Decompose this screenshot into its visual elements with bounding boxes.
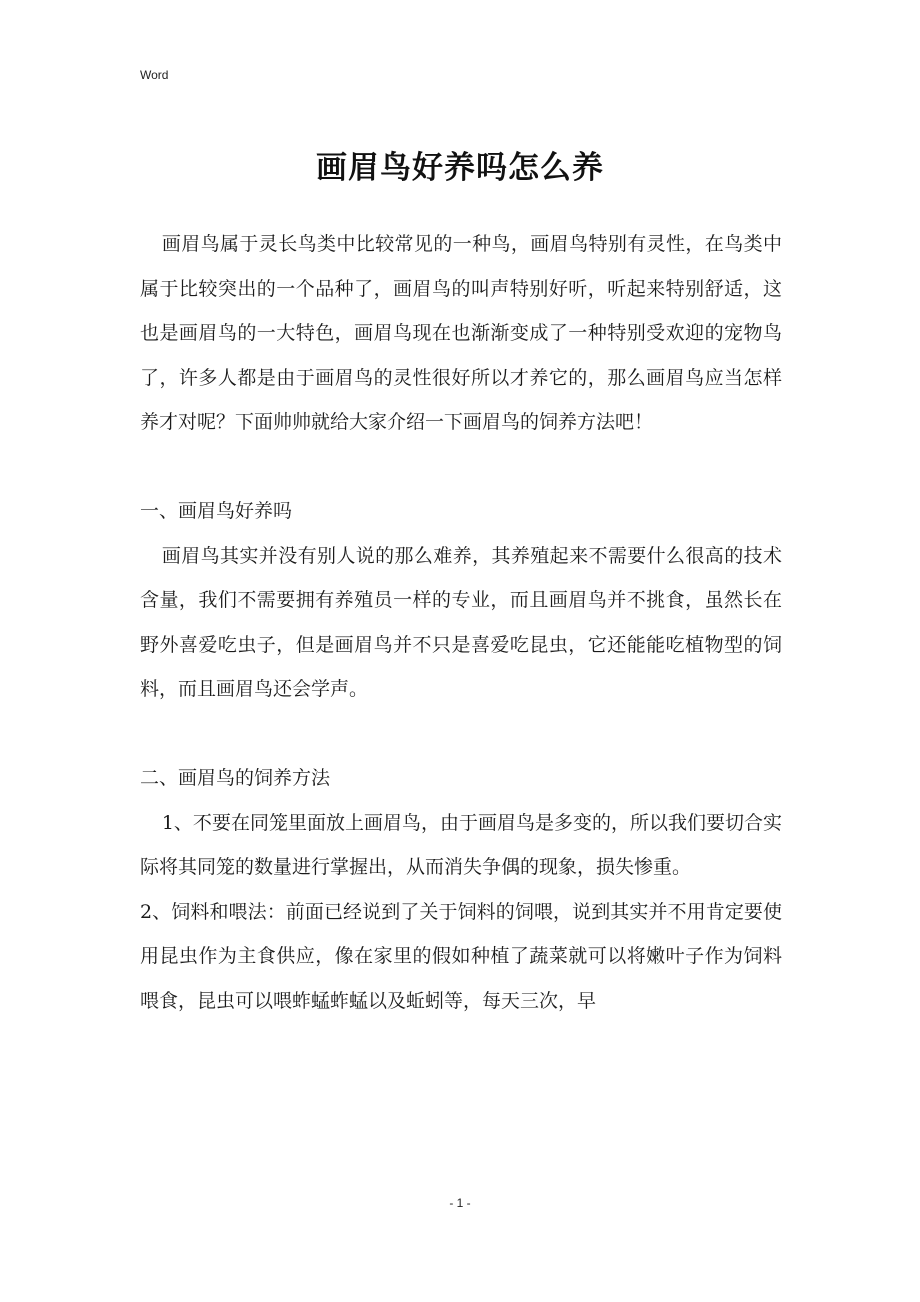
section-2-item-1: 1、不要在同笼里面放上画眉鸟，由于画眉鸟是多变的，所以我们要切合实际将其同笼的数量进行掌握出，从而消失争偶的现象，损失惨重。 [140,811,782,878]
section-1-heading: 一、画眉鸟好养吗 [140,500,293,522]
section-2-item-2: 2、饲料和喂法：前面已经说到了关于饲料的饲喂，说到其实并不用肯定要使用昆虫作为主食供应，像在家里的假如种植了蔬菜就可以将嫩叶子作为饲料喂食，昆虫可以喂蚱蜢蚱蜢以及蚯蚓等，每天三次，早 [140,900,782,1012]
section-1-paragraph: 画眉鸟其实并没有别人说的那么难养，其养殖起来不需要什么很高的技术含量，我们不需要拥有养殖员一样的专业，而且画眉鸟并不挑食，虽然长在野外喜爱吃虫子，但是画眉鸟并不只是喜爱吃昆虫，它还能能吃植物型的饲料，而且画眉鸟还会学声。 [140,544,782,700]
section-2-heading: 二、画眉鸟的饲养方法 [140,767,331,789]
intro-paragraph: 画眉鸟属于灵长鸟类中比较常见的一种鸟，画眉鸟特别有灵性，在鸟类中属于比较突出的一个品种了，画眉鸟的叫声特别好听，听起来特别舒适，这也是画眉鸟的一大特色，画眉鸟现在也渐渐变成了一种特别受欢迎的宠物鸟了，许多人都是由于画眉鸟的灵性很好所以才养它的，那么画眉鸟应当怎样养才对呢？下面帅帅就给大家介绍一下画眉鸟的饲养方法吧！ [140,233,782,433]
header-label: Word [140,68,169,82]
paragraph-spacer [140,712,782,757]
paragraph-spacer [140,445,782,490]
page-number: - 1 - [449,1196,471,1210]
document-title: 画眉鸟好养吗怎么养 [316,150,604,186]
document-body [140,222,782,1023]
